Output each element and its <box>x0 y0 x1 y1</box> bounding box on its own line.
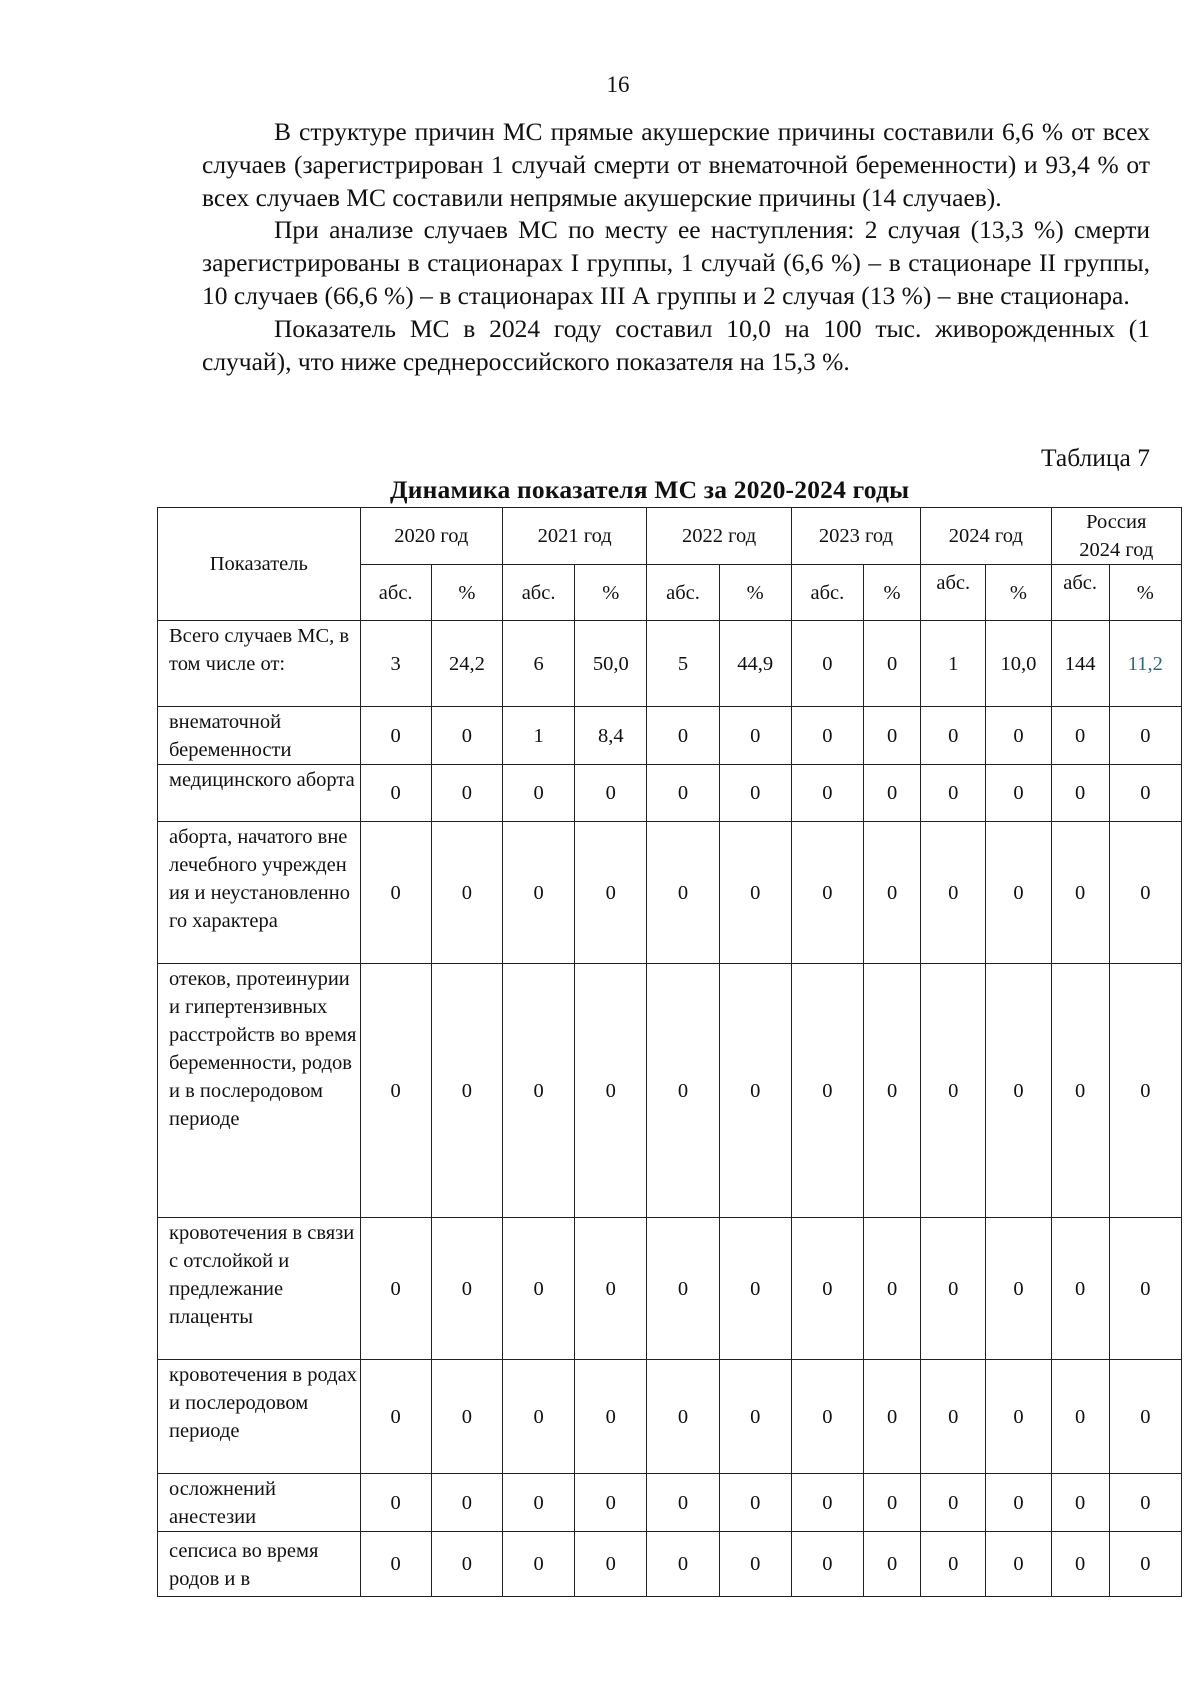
table-cell: 0 <box>986 1218 1051 1360</box>
table-cell: 0 <box>719 707 791 765</box>
sub-header <box>921 565 986 621</box>
table-cell: 0 <box>647 1360 719 1474</box>
table-cell: 0 <box>719 1360 791 1474</box>
table-row <box>158 621 1182 707</box>
table-cell: 0 <box>360 1474 431 1532</box>
sub-header-text: абс. <box>1063 572 1097 594</box>
table-cell: 0 <box>719 765 791 822</box>
table-cell: 0 <box>791 707 863 765</box>
table-cell: 0 <box>986 1532 1051 1597</box>
table-header-row <box>158 508 1182 565</box>
body-text <box>202 116 1150 378</box>
table-cell: 0 <box>431 1360 502 1474</box>
table-cell: 0 <box>502 1474 574 1532</box>
table-cell: 10,0 <box>986 621 1051 707</box>
table-cell: 8,4 <box>575 707 647 765</box>
table-row <box>158 765 1182 822</box>
row-label: кровотечения в родах и послеродовом периоде <box>158 1360 361 1474</box>
table-cell: 0 <box>864 1218 921 1360</box>
table-row <box>158 707 1182 765</box>
sub-header <box>1051 565 1109 621</box>
table-cell: 0 <box>791 822 863 964</box>
table-cell: 0 <box>791 1218 863 1360</box>
row-label: медицинского аборта <box>158 765 361 822</box>
paragraph: В структуре причин МС прямые акушерские причины составили 6,6 % от всех случаев (зарегистрирован 1 случай смерти от внематочной беременности) и 93,4 % от всех случаев МС составили непрямые акушерские причины (14 случаев). <box>202 117 1150 212</box>
table-cell: 144 <box>1051 621 1109 707</box>
table-caption: Таблица 7 <box>1040 443 1150 472</box>
paragraph: Показатель МС в 2024 году составил 10,0 на 100 тыс. живорожденных (1 случай), что ниже среднероссийского показателя на 15,3 %. <box>202 313 1150 376</box>
table-cell: 0 <box>431 707 502 765</box>
table-cell: 0 <box>719 1218 791 1360</box>
table-cell: 0 <box>360 765 431 822</box>
sub-header: % <box>719 565 791 621</box>
table-cell: 0 <box>431 1532 502 1597</box>
table-cell: 0 <box>921 765 986 822</box>
year-header: 2024 год <box>921 508 1051 565</box>
table-row <box>158 1474 1182 1532</box>
table-cell: 0 <box>791 1474 863 1532</box>
table-cell: 0 <box>502 765 574 822</box>
table-cell: 0 <box>864 822 921 964</box>
table-cell: 1 <box>921 621 986 707</box>
table-cell: 0 <box>986 964 1051 1218</box>
table-cell: 50,0 <box>575 621 647 707</box>
table-cell: 0 <box>921 707 986 765</box>
table-cell: 0 <box>647 822 719 964</box>
table-cell: 0 <box>921 1360 986 1474</box>
maternal-mortality-table <box>157 507 1182 1597</box>
sub-header: % <box>986 565 1051 621</box>
sub-header: % <box>1109 565 1181 621</box>
table-cell: 0 <box>719 1474 791 1532</box>
table-cell: 5 <box>647 621 719 707</box>
table-cell: 0 <box>360 822 431 964</box>
page-number: 16 <box>606 72 630 97</box>
table-cell: 0 <box>431 964 502 1218</box>
table-cell: 0 <box>647 765 719 822</box>
table-cell: 0 <box>502 1218 574 1360</box>
table-cell: 0 <box>502 822 574 964</box>
table-cell: 0 <box>360 964 431 1218</box>
table-cell: 0 <box>431 765 502 822</box>
row-label: сепсиса во время родов и в <box>158 1532 361 1597</box>
table-row <box>158 1360 1182 1474</box>
table-cell: 0 <box>986 707 1051 765</box>
sub-header: абс. <box>360 565 431 621</box>
table-cell: 0 <box>1109 1218 1181 1360</box>
table-cell: 0 <box>647 1532 719 1597</box>
table-cell: 0 <box>360 1360 431 1474</box>
table-cell: 1 <box>502 707 574 765</box>
year-header: 2022 год <box>647 508 791 565</box>
table-cell: 0 <box>575 964 647 1218</box>
table-cell: 0 <box>575 1532 647 1597</box>
table-cell: 0 <box>647 1218 719 1360</box>
table-cell: 0 <box>431 1218 502 1360</box>
table-cell: 0 <box>1051 1360 1109 1474</box>
year-header: 2021 год <box>502 508 646 565</box>
row-label: осложнений анестезии <box>158 1474 361 1532</box>
sub-header: абс. <box>791 565 863 621</box>
table-row <box>158 1532 1182 1597</box>
table-cell: 0 <box>864 621 921 707</box>
table-cell: 0 <box>986 1474 1051 1532</box>
table-cell: 0 <box>864 1474 921 1532</box>
table-cell: 0 <box>1109 822 1181 964</box>
table-cell: 0 <box>986 765 1051 822</box>
year-header: 2020 год <box>360 508 502 565</box>
table-cell: 0 <box>1051 964 1109 1218</box>
table-cell: 0 <box>575 1360 647 1474</box>
table-cell: 0 <box>502 1532 574 1597</box>
year-header: 2023 год <box>791 508 920 565</box>
row-label: аборта, начатого вне лечебного учреждения и неустановленного характера <box>158 822 361 964</box>
table-cell: 0 <box>431 1474 502 1532</box>
sub-header: % <box>864 565 921 621</box>
table-cell: 0 <box>1109 1532 1181 1597</box>
table-cell: 0 <box>360 1218 431 1360</box>
row-label: Всего случаев МС, в том числе от: <box>158 621 361 707</box>
table-cell: 0 <box>921 964 986 1218</box>
sub-header: абс. <box>647 565 719 621</box>
table-cell: 0 <box>791 964 863 1218</box>
table-cell: 0 <box>1051 1218 1109 1360</box>
table-cell: 0 <box>719 1532 791 1597</box>
table-cell: 6 <box>502 621 574 707</box>
table-row <box>158 964 1182 1218</box>
sub-header-text: абс. <box>936 572 971 594</box>
table-cell: 0 <box>575 1218 647 1360</box>
sub-header: абс. <box>502 565 574 621</box>
table-cell: 0 <box>1051 822 1109 964</box>
table-cell: 3 <box>360 621 431 707</box>
table-cell: 0 <box>1109 707 1181 765</box>
sub-header: % <box>575 565 647 621</box>
table-cell: 0 <box>647 964 719 1218</box>
row-label: кровотечения в связи с отслойкой и предлежание плаценты <box>158 1218 361 1360</box>
table-cell: 0 <box>647 1474 719 1532</box>
table-cell: 0 <box>1109 1360 1181 1474</box>
table-cell: 0 <box>864 765 921 822</box>
table-cell: 0 <box>864 1532 921 1597</box>
table-cell: 0 <box>1051 765 1109 822</box>
table-cell: 0 <box>791 765 863 822</box>
table-cell: 0 <box>575 822 647 964</box>
sub-header: % <box>431 565 502 621</box>
table-cell: 0 <box>575 1474 647 1532</box>
row-label: внематочной беременности <box>158 707 361 765</box>
table-cell: 0 <box>986 822 1051 964</box>
paragraph: При анализе случаев МС по месту ее наступления: 2 случая (13,3 %) смерти зарегистрированы в стационарах I группы, 1 случай (6,6 %) – в стационаре II группы, 10 случаев (66,6 %) – в стационарах III А группы и 2 случая (13 %) – вне стационара. <box>202 215 1150 310</box>
table-row <box>158 822 1182 964</box>
table-cell: 0 <box>986 1360 1051 1474</box>
table-title: Динамика показателя МС за 2020-2024 годы <box>390 475 910 504</box>
table-cell: 0 <box>431 822 502 964</box>
table-cell: 0 <box>791 1360 863 1474</box>
table-cell-highlight: 11,2 <box>1109 621 1181 707</box>
table-cell: 0 <box>921 1474 986 1532</box>
table-cell: 0 <box>1109 765 1181 822</box>
row-label: отеков, протеинурии и гипертензивных расстройств во время беременности, родов и в послеродовом периоде <box>158 964 361 1218</box>
table-cell: 0 <box>360 1532 431 1597</box>
table-cell: 0 <box>719 822 791 964</box>
table-cell: 0 <box>921 1218 986 1360</box>
table-cell: 0 <box>1051 1532 1109 1597</box>
table-cell: 0 <box>864 1360 921 1474</box>
table-cell: 0 <box>719 964 791 1218</box>
table-cell: 0 <box>502 964 574 1218</box>
table-cell: 0 <box>1109 1474 1181 1532</box>
table-cell: 0 <box>921 822 986 964</box>
indicator-header: Показатель <box>158 508 361 621</box>
russia-header: Россия 2024 год <box>1051 508 1181 565</box>
table-cell: 0 <box>921 1532 986 1597</box>
table-cell: 0 <box>864 964 921 1218</box>
table-cell: 0 <box>647 707 719 765</box>
table-cell: 0 <box>575 765 647 822</box>
table-cell: 0 <box>791 621 863 707</box>
table-cell: 0 <box>791 1532 863 1597</box>
table-cell: 0 <box>1109 964 1181 1218</box>
table-cell: 0 <box>1051 1474 1109 1532</box>
table-cell: 0 <box>864 707 921 765</box>
table-cell: 24,2 <box>431 621 502 707</box>
table-cell: 0 <box>360 707 431 765</box>
table-cell: 44,9 <box>719 621 791 707</box>
table-cell: 0 <box>502 1360 574 1474</box>
table-cell: 0 <box>1051 707 1109 765</box>
table-row <box>158 1218 1182 1360</box>
